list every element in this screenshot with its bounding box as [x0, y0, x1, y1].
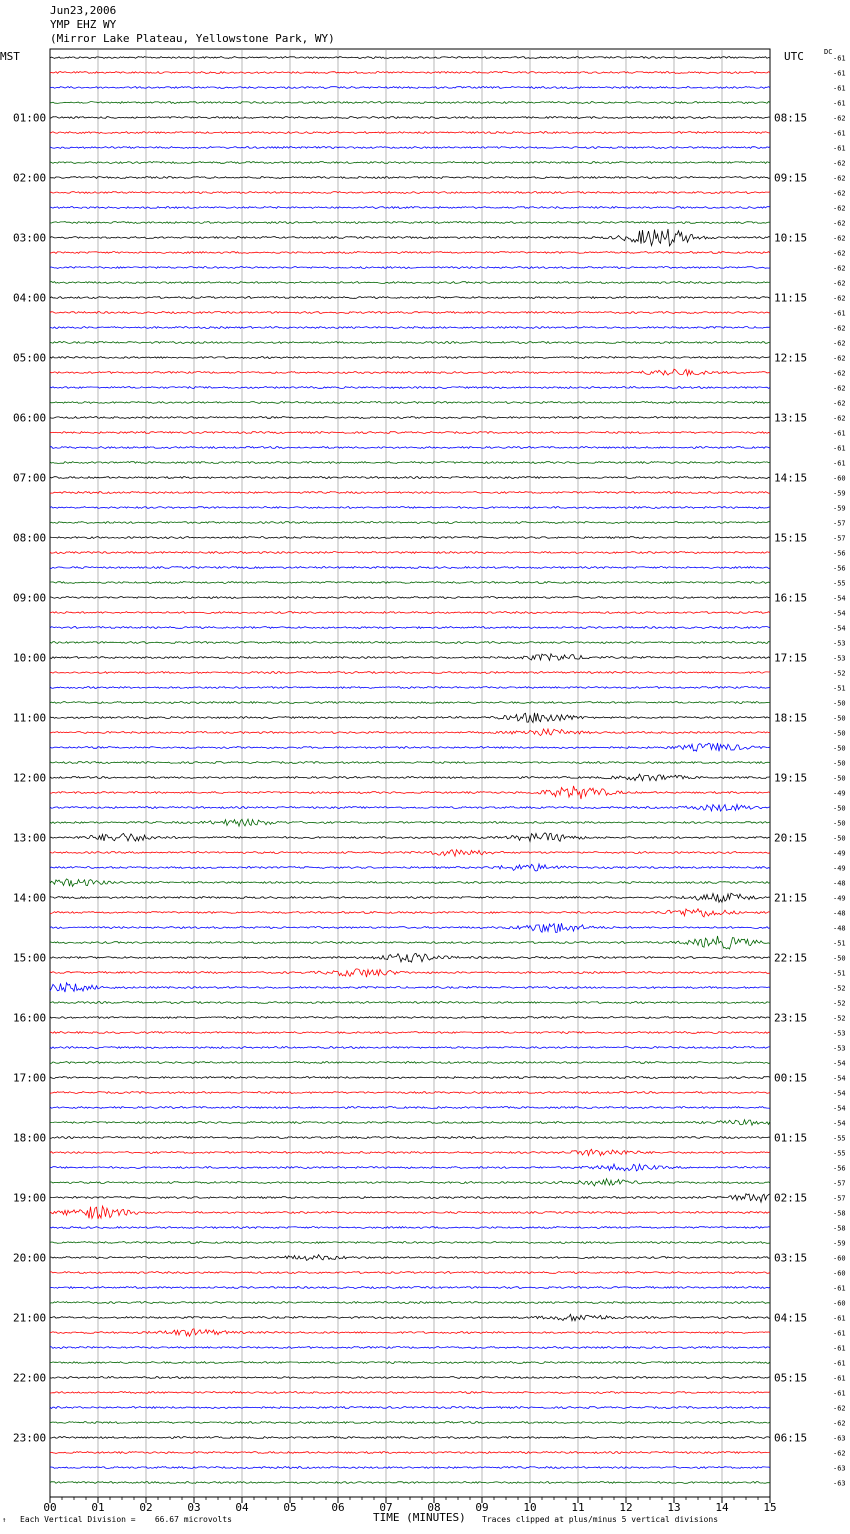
dc-offset-value: -57 [833, 1194, 846, 1203]
clip-note: Traces clipped at plus/minus 5 vertical divisions [482, 1515, 719, 1524]
seismic-trace [50, 537, 770, 539]
dc-offset-value: -63 [833, 1434, 846, 1443]
seismic-trace [50, 774, 770, 781]
mst-hour-label: 07:00 [13, 471, 47, 485]
utc-hour-label: 04:15 [774, 1311, 808, 1325]
dc-offset-value: -59 [833, 489, 846, 498]
dc-offset-value: -54 [833, 609, 846, 618]
dc-offset-value: -61 [833, 129, 846, 138]
seismic-trace [50, 1179, 770, 1186]
seismic-trace [50, 147, 770, 149]
seismic-trace [50, 743, 770, 751]
dc-offset-value: -54 [833, 1089, 846, 1098]
seismic-trace [50, 786, 770, 799]
dc-offset-value: -50 [833, 714, 846, 723]
mst-hour-label: 23:00 [13, 1431, 47, 1445]
dc-offset-value: -50 [833, 804, 846, 813]
seismic-trace [50, 612, 770, 614]
station-code: YMP EHZ WY [50, 18, 117, 31]
dc-offset-value: -61 [833, 1314, 846, 1323]
x-tick-label: 11 [571, 1501, 585, 1514]
seismic-trace [50, 282, 770, 284]
x-tick-label: 04 [235, 1501, 249, 1514]
dc-offset-value: -56 [833, 1164, 846, 1173]
dc-offset-value: -49 [833, 849, 846, 858]
dc-offset-value: -57 [833, 519, 846, 528]
dc-offset-value: -56 [833, 564, 846, 573]
dc-offset-value: -62 [833, 219, 846, 228]
x-tick-label: 09 [475, 1501, 489, 1514]
mst-hour-label: 22:00 [13, 1371, 47, 1385]
seismic-trace [50, 1137, 770, 1139]
seismic-trace [50, 1452, 770, 1454]
seismic-trace [50, 864, 770, 871]
seismic-trace [50, 936, 770, 949]
utc-hour-label: 16:15 [774, 591, 808, 605]
seismic-trace [50, 1392, 770, 1394]
utc-hour-label: 13:15 [774, 411, 808, 425]
seismic-trace [50, 1227, 770, 1229]
dc-offset-value: -55 [833, 1134, 846, 1143]
seismic-trace [50, 1362, 770, 1364]
mst-hour-label: 09:00 [13, 591, 47, 605]
seismic-trace [50, 805, 770, 812]
seismic-trace [50, 953, 770, 962]
utc-hour-label: 01:15 [774, 1131, 808, 1145]
dc-offset-value: -60 [833, 1299, 846, 1308]
x-tick-label: 14 [715, 1501, 729, 1514]
left-zone-label: MST [0, 50, 20, 63]
seismic-trace [50, 1482, 770, 1484]
seismic-trace [50, 819, 770, 826]
seismic-trace [50, 417, 770, 419]
mst-hour-label: 02:00 [13, 171, 47, 185]
seismic-trace [50, 567, 770, 569]
dc-offset-value: -61 [833, 444, 846, 453]
seismic-trace [50, 1377, 770, 1379]
seismic-trace [50, 1255, 770, 1261]
utc-hour-label: 12:15 [774, 351, 808, 365]
dc-offset-value: -63 [833, 1464, 846, 1473]
dc-offset-value: -57 [833, 1179, 846, 1188]
dc-offset-value: -61 [833, 1284, 846, 1293]
seismic-trace [50, 833, 770, 842]
x-tick-label: 02 [139, 1501, 153, 1514]
utc-hour-label: 18:15 [774, 711, 808, 725]
dc-offset-value: -62 [833, 354, 846, 363]
dc-offset-value: -62 [833, 414, 846, 423]
seismic-trace [50, 850, 770, 857]
dc-offset-value: -62 [833, 384, 846, 393]
seismic-trace [50, 327, 770, 329]
seismic-trace [50, 1329, 770, 1336]
seismic-trace [50, 192, 770, 194]
x-tick-label: 01 [91, 1501, 105, 1514]
seismic-trace [50, 132, 770, 134]
seismic-trace [50, 1120, 770, 1126]
seismic-trace [50, 1467, 770, 1469]
seismic-trace [50, 687, 770, 689]
x-tick-label: 03 [187, 1501, 201, 1514]
dc-offset-value: -62 [833, 204, 846, 213]
mst-hour-label: 15:00 [13, 951, 47, 965]
dc-offset-value: -51 [833, 684, 846, 693]
seismic-trace [50, 477, 770, 479]
seismic-trace [50, 1077, 770, 1079]
dc-offset-value: -52 [833, 984, 846, 993]
mst-hour-label: 12:00 [13, 771, 47, 785]
seismic-trace [50, 1194, 770, 1202]
seismic-trace [50, 627, 770, 629]
seismic-trace [50, 1302, 770, 1304]
seismic-trace [50, 909, 770, 917]
mst-hour-label: 19:00 [13, 1191, 47, 1205]
seismic-trace [50, 462, 770, 464]
seismic-trace [50, 432, 770, 434]
mst-hour-label: 10:00 [13, 651, 47, 665]
dc-offset-value: -62 [833, 399, 846, 408]
dc-offset-value: -62 [833, 159, 846, 168]
seismic-trace [50, 207, 770, 209]
seismic-trace [50, 762, 770, 764]
dc-offset-value: -50 [833, 759, 846, 768]
station-location: (Mirror Lake Plateau, Yellowstone Park, WY) [50, 32, 335, 45]
seismic-trace [50, 522, 770, 524]
x-tick-label: 06 [331, 1501, 345, 1514]
dc-offset-value: -59 [833, 504, 846, 513]
seismic-trace [50, 102, 770, 104]
utc-hour-label: 19:15 [774, 771, 808, 785]
dc-offset-value: -62 [833, 1449, 846, 1458]
seismic-trace [50, 983, 770, 992]
seismic-trace [50, 297, 770, 299]
seismic-trace [50, 582, 770, 584]
utc-hour-label: 14:15 [774, 471, 808, 485]
mst-hour-label: 05:00 [13, 351, 47, 365]
dc-offset-value: -61 [833, 69, 846, 78]
seismic-trace [50, 1314, 770, 1320]
dc-offset-value: -61 [833, 54, 846, 63]
seismic-trace [50, 923, 770, 932]
seismic-trace [50, 1206, 770, 1219]
dc-offset-value: -50 [833, 954, 846, 963]
mst-hour-label: 21:00 [13, 1311, 47, 1325]
x-tick-label: 08 [427, 1501, 441, 1514]
utc-hour-label: 21:15 [774, 891, 808, 905]
dc-offset-value: -56 [833, 549, 846, 558]
seismic-trace [50, 702, 770, 704]
x-tick-label: 15 [763, 1501, 777, 1514]
seismic-trace [50, 222, 770, 224]
dc-offset-value: -61 [833, 459, 846, 468]
dc-offset-value: -54 [833, 594, 846, 603]
dc-offset-value: -59 [833, 1239, 846, 1248]
mst-hour-label: 16:00 [13, 1011, 47, 1025]
seismic-trace [50, 672, 770, 674]
seismic-trace [50, 642, 770, 644]
seismic-trace [50, 357, 770, 359]
x-tick-label: 12 [619, 1501, 633, 1514]
dc-offset-value: -60 [833, 1254, 846, 1263]
dc-offset-value: -51 [833, 939, 846, 948]
dc-offset-value: -62 [833, 234, 846, 243]
seismic-trace [50, 552, 770, 554]
utc-hour-label: 05:15 [774, 1371, 808, 1385]
seismic-trace [50, 252, 770, 254]
mst-hour-label: 20:00 [13, 1251, 47, 1265]
dc-offset-value: -61 [833, 309, 846, 318]
dc-offset-value: -63 [833, 1479, 846, 1488]
seismic-trace [50, 72, 770, 74]
utc-hour-label: 02:15 [774, 1191, 808, 1205]
dc-offset-value: -61 [833, 84, 846, 93]
seismic-trace [50, 1347, 770, 1349]
seismic-trace [50, 177, 770, 179]
dc-offset-value: -62 [833, 249, 846, 258]
dc-offset-value: -54 [833, 624, 846, 633]
mst-hour-label: 17:00 [13, 1071, 47, 1085]
x-axis-title: TIME (MINUTES) [373, 1511, 466, 1524]
dc-offset-value: -61 [833, 1359, 846, 1368]
seismic-trace [50, 1092, 770, 1094]
utc-hour-label: 10:15 [774, 231, 808, 245]
seismic-trace [50, 1407, 770, 1409]
utc-hour-label: 08:15 [774, 111, 808, 125]
utc-hour-label: 15:15 [774, 531, 808, 545]
dc-offset-value: -48 [833, 879, 846, 888]
seismic-trace [50, 1437, 770, 1439]
seismic-trace [50, 1002, 770, 1004]
dc-offset-value: -61 [833, 1389, 846, 1398]
dc-offset-value: -53 [833, 654, 846, 663]
seismic-trace [50, 312, 770, 314]
mst-hour-label: 14:00 [13, 891, 47, 905]
mst-hour-label: 08:00 [13, 531, 47, 545]
dc-offset-value: -52 [833, 1014, 846, 1023]
x-tick-label: 13 [667, 1501, 681, 1514]
mst-hour-label: 13:00 [13, 831, 47, 845]
dc-offset-value: -50 [833, 699, 846, 708]
dc-offset-value: -61 [833, 1344, 846, 1353]
dc-offset-value: -61 [833, 1374, 846, 1383]
seismic-trace [50, 87, 770, 89]
dc-offset-value: -55 [833, 579, 846, 588]
dc-offset-value: -50 [833, 819, 846, 828]
seismic-trace [50, 369, 770, 375]
utc-hour-label: 09:15 [774, 171, 808, 185]
seismic-trace [50, 713, 770, 723]
seismic-trace [50, 654, 770, 661]
seismic-trace [50, 1422, 770, 1424]
dc-offset-value: -49 [833, 864, 846, 873]
dc-offset-value: -62 [833, 174, 846, 183]
utc-hour-label: 11:15 [774, 291, 808, 305]
dc-offset-value: -55 [833, 1149, 846, 1158]
dc-offset-value: -62 [833, 189, 846, 198]
dc-offset-value: -62 [833, 369, 846, 378]
seismic-trace [50, 57, 770, 59]
seismic-trace [50, 1164, 770, 1171]
utc-hour-label: 00:15 [774, 1071, 808, 1085]
mst-hour-label: 03:00 [13, 231, 47, 245]
dc-offset-value: -62 [833, 294, 846, 303]
seismic-trace [50, 1107, 770, 1109]
dc-offset-value: -61 [833, 144, 846, 153]
dc-offset-value: -50 [833, 774, 846, 783]
seismic-trace [50, 1287, 770, 1289]
dc-offset-value: -52 [833, 999, 846, 1008]
mst-hour-label: 06:00 [13, 411, 47, 425]
seismic-trace [50, 1062, 770, 1064]
dc-offset-value: -53 [833, 1044, 846, 1053]
corner-mark: ↑ [2, 1516, 7, 1524]
dc-offset-value: -52 [833, 669, 846, 678]
dc-offset-value: -53 [833, 1029, 846, 1038]
dc-offset-value: -49 [833, 894, 846, 903]
dc-offset-value: -49 [833, 789, 846, 798]
dc-offset-value: -50 [833, 729, 846, 738]
seismic-trace [50, 893, 770, 902]
dc-offset-value: -60 [833, 474, 846, 483]
dc-offset-value: -50 [833, 744, 846, 753]
seismic-trace [50, 1017, 770, 1019]
utc-hour-label: 03:15 [774, 1251, 808, 1265]
seismic-trace [50, 342, 770, 344]
mst-hour-label: 04:00 [13, 291, 47, 305]
dc-offset-value: -60 [833, 1269, 846, 1278]
seismic-trace [50, 229, 770, 246]
dc-offset-value: -51 [833, 969, 846, 978]
x-tick-label: 00 [43, 1501, 57, 1514]
dc-offset-value: -53 [833, 639, 846, 648]
seismic-trace [50, 492, 770, 494]
dc-offset-value: -58 [833, 1209, 846, 1218]
x-tick-label: 10 [523, 1501, 537, 1514]
dc-offset-value: -48 [833, 909, 846, 918]
dc-offset-value: -62 [833, 114, 846, 123]
utc-hour-label: 22:15 [774, 951, 808, 965]
seismic-trace [50, 402, 770, 404]
dc-label: DC [824, 48, 833, 56]
mst-hour-label: 18:00 [13, 1131, 47, 1145]
x-tick-label: 05 [283, 1501, 297, 1514]
dc-offset-value: -54 [833, 1104, 846, 1113]
dc-offset-value: -62 [833, 1404, 846, 1413]
dc-offset-value: -62 [833, 1419, 846, 1428]
mst-hour-label: 11:00 [13, 711, 47, 725]
utc-hour-label: 20:15 [774, 831, 808, 845]
dc-offset-value: -54 [833, 1074, 846, 1083]
seismic-trace [50, 969, 770, 977]
mst-hour-label: 01:00 [13, 111, 47, 125]
plot-date: Jun23,2006 [50, 4, 117, 17]
seismic-trace [50, 879, 770, 887]
seismic-trace [50, 597, 770, 599]
seismic-trace [50, 1047, 770, 1049]
utc-hour-label: 23:15 [774, 1011, 808, 1025]
dc-offset-value: -48 [833, 924, 846, 933]
dc-offset-value: -54 [833, 1059, 846, 1068]
right-zone-label: UTC [784, 50, 804, 63]
x-tick-label: 07 [379, 1501, 393, 1514]
seismic-trace [50, 729, 770, 736]
seismic-trace [50, 117, 770, 119]
dc-offset-value: -62 [833, 324, 846, 333]
dc-offset-value: -61 [833, 99, 846, 108]
dc-offset-value: -57 [833, 534, 846, 543]
dc-offset-value: -62 [833, 279, 846, 288]
seismic-trace [50, 1242, 770, 1244]
dc-offset-value: -61 [833, 429, 846, 438]
utc-hour-label: 17:15 [774, 651, 808, 665]
dc-offset-value: -58 [833, 1224, 846, 1233]
dc-offset-value: -50 [833, 834, 846, 843]
seismic-trace [50, 1272, 770, 1274]
seismic-trace [50, 162, 770, 164]
scale-note: Each Vertical Division = 66.67 microvolts [20, 1515, 232, 1524]
dc-offset-value: -62 [833, 264, 846, 273]
dc-offset-value: -61 [833, 1329, 846, 1338]
seismic-trace [50, 1032, 770, 1034]
utc-hour-label: 06:15 [774, 1431, 808, 1445]
seismic-trace [50, 1149, 770, 1155]
seismic-trace [50, 447, 770, 449]
dc-offset-value: -62 [833, 339, 846, 348]
seismic-trace [50, 267, 770, 269]
seismic-trace [50, 507, 770, 509]
seismic-trace [50, 387, 770, 389]
dc-offset-value: -54 [833, 1119, 846, 1128]
